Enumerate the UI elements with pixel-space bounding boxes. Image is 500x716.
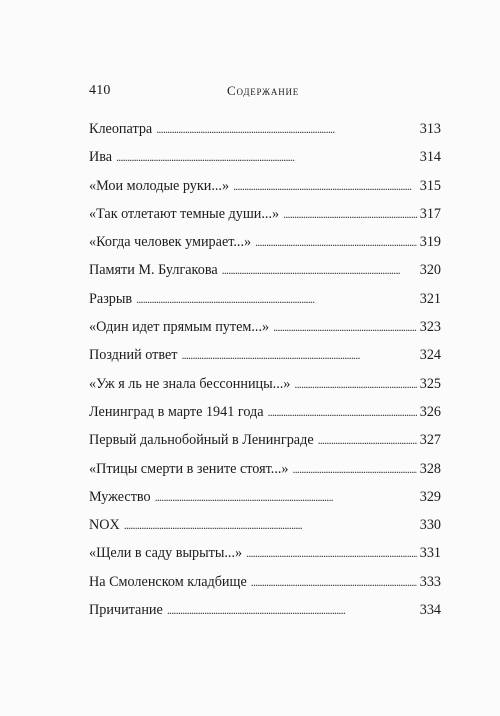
toc-entry-title: На Смоленском кладбище bbox=[89, 573, 247, 590]
toc-entry-title: «Один идет прямым путем...» bbox=[89, 319, 270, 336]
toc-entry-page: 320 bbox=[419, 262, 441, 279]
toc-entry bbox=[89, 147, 441, 175]
toc-entry-title: NOX bbox=[89, 517, 120, 534]
toc-entry-page: 323 bbox=[419, 319, 441, 336]
toc-entry-title: Поздний ответ bbox=[89, 347, 178, 364]
toc-entry bbox=[89, 374, 441, 402]
dot-leader bbox=[124, 515, 417, 535]
toc-entry bbox=[89, 176, 441, 204]
toc-entry bbox=[89, 459, 441, 487]
toc-entry-page: 333 bbox=[419, 573, 441, 590]
toc-entry-page: 313 bbox=[419, 121, 441, 137]
dot-leader bbox=[251, 572, 417, 592]
page-header bbox=[89, 83, 440, 101]
toc-entry-title: Причитание bbox=[89, 602, 163, 619]
toc-entry bbox=[89, 543, 441, 571]
toc-entry-page: 319 bbox=[419, 234, 441, 251]
dot-leader bbox=[268, 402, 417, 422]
toc-entry bbox=[89, 119, 441, 147]
toc-entry-page: 321 bbox=[419, 290, 441, 307]
dot-leader bbox=[283, 204, 417, 224]
toc-entry bbox=[89, 515, 441, 543]
dot-leader bbox=[222, 260, 417, 280]
toc-entry-page: 315 bbox=[419, 177, 441, 194]
toc-entry bbox=[89, 232, 441, 260]
toc-entry-page: 330 bbox=[419, 517, 441, 534]
toc-entry-title: Разрыв bbox=[89, 290, 133, 307]
dot-leader bbox=[293, 459, 417, 479]
dot-leader bbox=[181, 345, 416, 365]
toc-entry-title: «Мои молодые руки...» bbox=[89, 177, 230, 194]
toc-entry-title: «Так отлетают темные души...» bbox=[89, 205, 280, 222]
toc-entry bbox=[89, 345, 441, 373]
toc-entry-page: 334 bbox=[419, 602, 441, 619]
toc-entry bbox=[89, 289, 441, 317]
page-number: 410 bbox=[89, 83, 111, 98]
dot-leader bbox=[255, 232, 417, 252]
toc-entry bbox=[89, 260, 441, 288]
toc-entry-page: 325 bbox=[419, 375, 441, 392]
running-head: Содержание bbox=[227, 83, 300, 98]
toc-entry-title: Ленинград в марте 1941 года bbox=[89, 403, 264, 420]
toc-entry-page: 314 bbox=[419, 149, 441, 166]
toc-entry-page: 324 bbox=[419, 347, 441, 364]
dot-leader bbox=[167, 600, 417, 620]
toc-entry bbox=[89, 600, 441, 628]
toc-entry-title: Клеопатра bbox=[89, 121, 153, 137]
dot-leader bbox=[233, 176, 417, 196]
toc-entry-title: «Птицы смерти в зените стоят...» bbox=[89, 460, 289, 477]
dot-leader bbox=[116, 147, 417, 167]
toc-entry bbox=[89, 402, 441, 430]
toc-entry-page: 317 bbox=[419, 205, 441, 222]
toc-entry bbox=[89, 572, 441, 600]
toc-entry-page: 328 bbox=[419, 460, 441, 477]
toc-entry bbox=[89, 430, 441, 458]
dot-leader bbox=[136, 289, 417, 309]
table-of-contents bbox=[89, 119, 441, 628]
toc-entry-title: Ива bbox=[89, 149, 113, 166]
toc-entry-page: 329 bbox=[419, 488, 441, 505]
dot-leader bbox=[294, 374, 416, 394]
toc-entry-title: Мужество bbox=[89, 488, 151, 505]
dot-leader bbox=[318, 430, 417, 450]
toc-entry-title: «Когда человек умирает...» bbox=[89, 234, 252, 251]
toc-entry-page: 331 bbox=[419, 545, 441, 562]
toc-entry-page: 327 bbox=[419, 432, 441, 449]
dot-leader bbox=[156, 119, 416, 139]
dot-leader bbox=[273, 317, 417, 337]
toc-entry bbox=[89, 317, 441, 345]
dot-leader bbox=[155, 487, 417, 507]
toc-entry-title: Памяти М. Булгакова bbox=[89, 262, 218, 279]
toc-entry-page: 326 bbox=[419, 403, 441, 420]
dot-leader bbox=[246, 543, 417, 563]
toc-entry bbox=[89, 204, 441, 232]
toc-entry-title: Первый дальнобойный в Ленинграде bbox=[89, 432, 314, 449]
toc-entry bbox=[89, 487, 441, 515]
toc-entry-title: «Щели в саду вырыты...» bbox=[89, 545, 243, 562]
toc-entry-title: «Уж я ль не знала бессонницы...» bbox=[89, 375, 291, 392]
